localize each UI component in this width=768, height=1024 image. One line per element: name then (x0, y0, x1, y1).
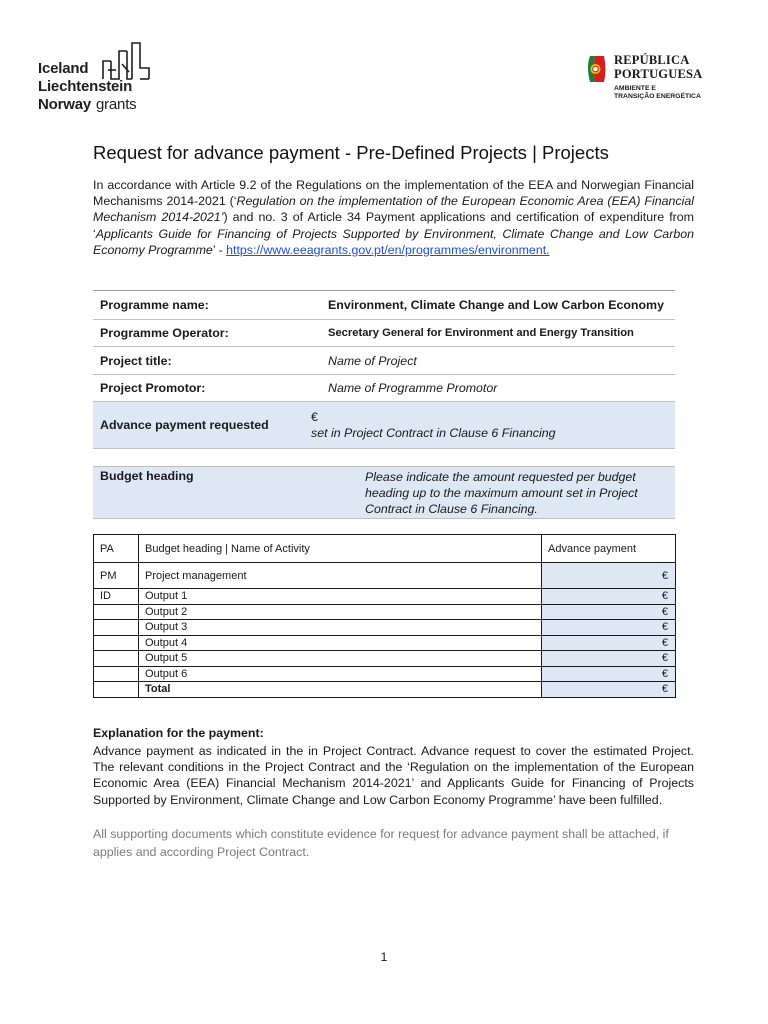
eea-logo-norway: Norway (38, 96, 91, 113)
portugal-flag-icon (584, 54, 608, 84)
project-info-table (93, 290, 675, 449)
intro-text-1: In accordance with Article 9.2 of the Regulations on the implementation of the EEA and Norwegian Financial Mechanisms 2014-2021 (‘ (93, 178, 694, 209)
advance-value-cell (311, 402, 675, 449)
advance-value: set in Project Contract in Clause 6 Financing (311, 426, 556, 440)
row-activity: Output 1 (139, 589, 542, 605)
advance-label: Advance payment requested (93, 402, 321, 449)
programme-name-value: Environment, Climate Change and Low Carbon Economy (328, 298, 664, 312)
budget-heading-instructions: Please indicate the amount requested per budget heading up to the maximum amount set in Project Contract in Clause 6 Financing. (365, 470, 638, 517)
row-pa: PM (94, 563, 139, 589)
republica-portuguesa-logo (584, 52, 734, 108)
row-amount-input[interactable]: € (542, 620, 676, 636)
intro-italic-2: Applicants Guide for Financing of Projects Supported by Environment, Climate Change and Low Carbon Economy Programme (93, 226, 694, 257)
table-row (94, 563, 676, 589)
eea-logo-iceland: Iceland (38, 60, 89, 77)
project-title-value: Name of Project (328, 353, 417, 368)
eea-logo-grants: grants (95, 96, 137, 113)
table-row (94, 666, 676, 682)
intro-paragraph (93, 177, 694, 258)
row-activity: Project management (139, 563, 542, 589)
table-row (94, 604, 676, 620)
eea-logo-norway-grants (38, 97, 136, 113)
promotor-value: Name of Programme Promotor (328, 381, 498, 395)
row-pa (94, 651, 139, 667)
logo-text-ambiente: AMBIENTE E (614, 85, 656, 92)
row-amount-input[interactable]: € (542, 651, 676, 667)
programme-name-label: Programme name: (100, 298, 209, 312)
row-amount-input[interactable]: € (542, 589, 676, 605)
explanation-heading: Explanation for the payment: (93, 726, 264, 740)
logo-text-transicao: TRANSIÇÃO ENERGÉTICA (614, 93, 701, 100)
row-pa (94, 620, 139, 636)
row-pa (94, 635, 139, 651)
info-row-operator (93, 320, 675, 347)
row-amount-input[interactable]: € (542, 666, 676, 682)
info-row-promotor (93, 375, 675, 402)
logo-text-republica: REPÚBLICA (614, 53, 690, 67)
row-pa: ID (94, 589, 139, 605)
table-row (94, 651, 676, 667)
activity-table-header (94, 535, 676, 563)
row-amount-input[interactable]: € (542, 563, 676, 589)
row-pa (94, 666, 139, 682)
info-row-project-title (93, 347, 675, 375)
table-row-total (94, 682, 676, 698)
eea-grants-logo (38, 42, 188, 117)
header-advance-payment: Advance payment (542, 535, 676, 563)
header-pa: PA (94, 535, 139, 563)
budget-heading-label: Budget heading (100, 469, 194, 483)
table-row (94, 620, 676, 636)
explanation-body: Advance payment as indicated in the in Project Contract. Advance request to cover the estimated Project. The relevant conditions in the Project Contract and the ‘Regulation on the implementation of the European Economic Area (EEA) Financial Mechanism 2014-2021’ and Applicants Guide for Financing of Projects Supported by Environment, Climate Change and Low Carbon Economy Programme’ have been fulfilled. (93, 744, 694, 807)
intro-italic-1: Regulation on the implementation of the European Economic Area (EEA) Financial Mechanism 2014-2021’ (93, 194, 694, 225)
row-activity: Output 5 (139, 651, 542, 667)
row-pa (94, 604, 139, 620)
row-activity: Total (139, 682, 542, 698)
eeagrants-link[interactable]: https://www.eeagrants.gov.pt/en/programmes/environment. (226, 242, 550, 257)
activity-table (93, 534, 676, 698)
project-title-label: Project title: (100, 353, 172, 368)
operator-label: Programme Operator: (100, 326, 229, 340)
row-activity: Output 6 (139, 666, 542, 682)
total-amount-input[interactable]: € (542, 682, 676, 698)
page-number: 1 (380, 950, 388, 964)
promotor-label: Project Promotor: (100, 381, 206, 395)
row-amount-input[interactable]: € (542, 635, 676, 651)
info-row-advance (93, 402, 675, 449)
row-activity: Output 2 (139, 604, 542, 620)
table-row (94, 589, 676, 605)
logo-text-portuguesa: PORTUGUESA (614, 67, 703, 81)
budget-heading-box (93, 466, 675, 519)
row-activity: Output 4 (139, 635, 542, 651)
header-budget-heading: Budget heading | Name of Activity (139, 535, 542, 563)
eea-grants-mark-icon (102, 42, 184, 82)
intro-text-2: ) and no. 3 of Article 34 Payment applications and certification of expenditure from ‘ (93, 210, 694, 241)
eea-logo-liechtenstein: Liechtenstein (38, 78, 133, 95)
intro-text-3: ’ - (212, 242, 227, 257)
operator-value: Secretary General for Environment and Energy Transition (328, 327, 634, 339)
row-pa (94, 682, 139, 698)
row-activity: Output 3 (139, 620, 542, 636)
advance-currency: € (311, 410, 318, 424)
info-row-programme-name (93, 291, 675, 320)
supporting-documents-note: All supporting documents which constitute evidence for request for advance payment shall be attached, if applies and according Project Contract. (93, 827, 669, 859)
row-amount-input[interactable]: € (542, 604, 676, 620)
page-title: Request for advance payment - Pre-Defined Projects | Projects (93, 142, 609, 163)
table-row (94, 635, 676, 651)
